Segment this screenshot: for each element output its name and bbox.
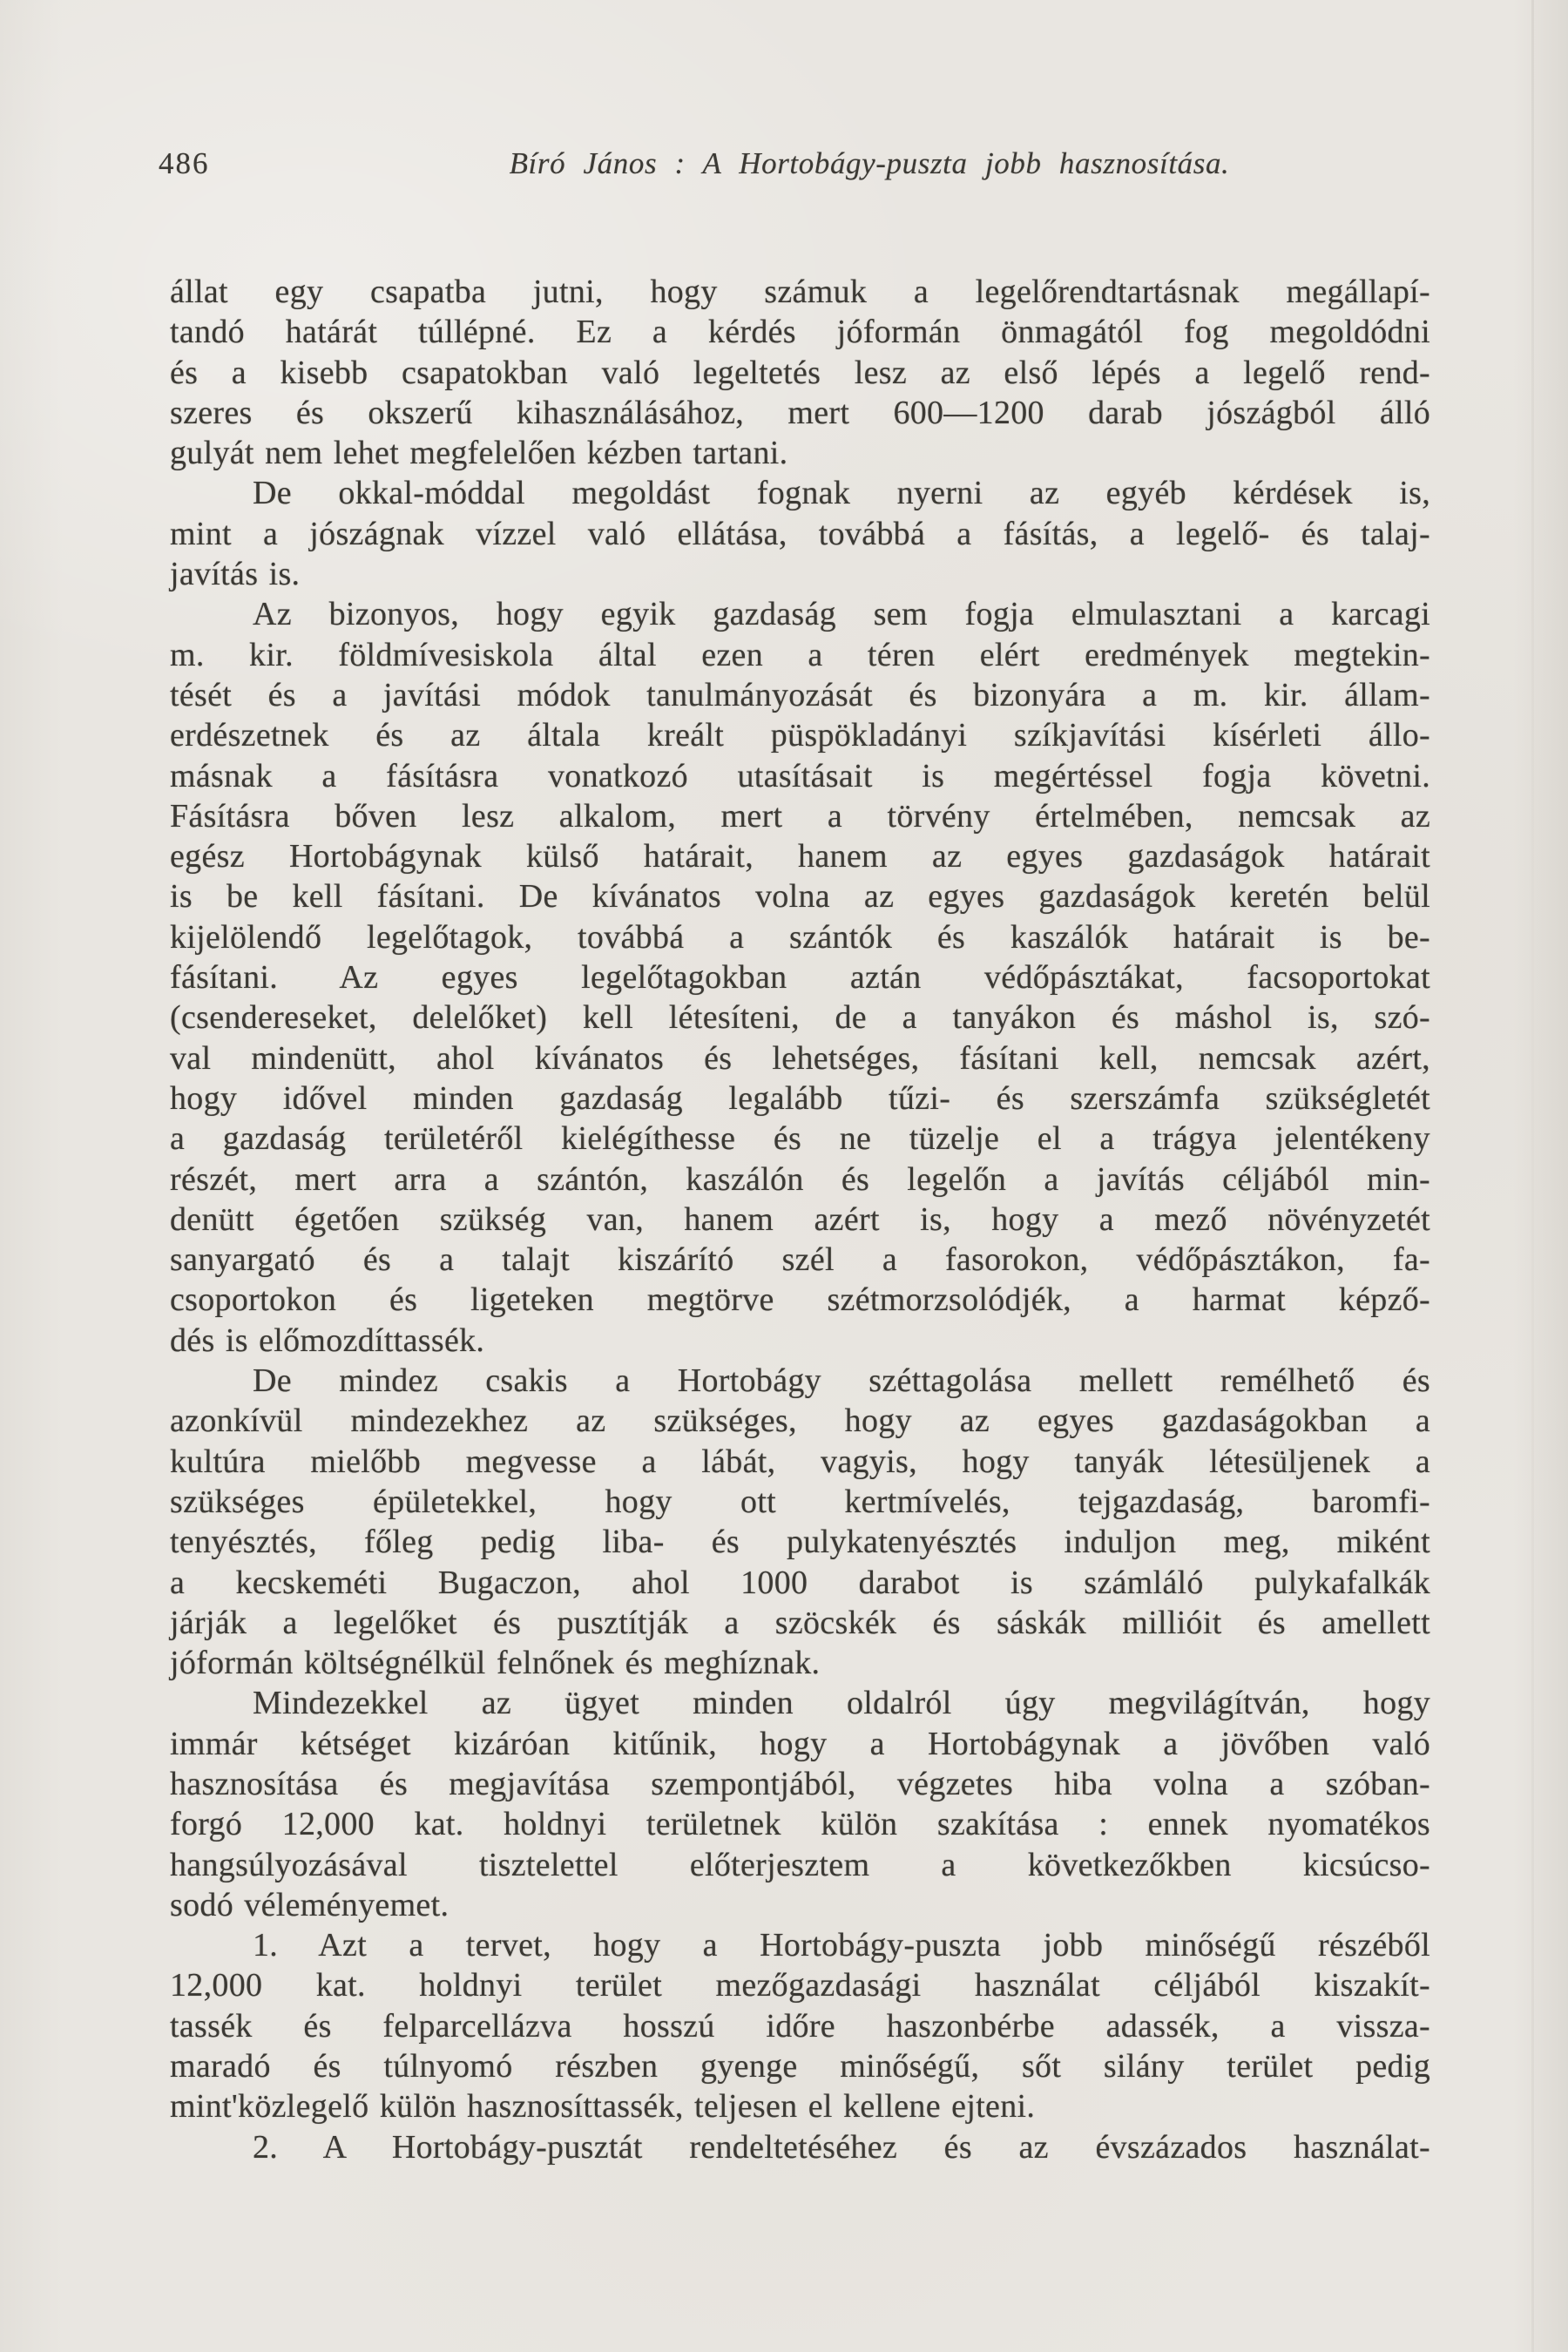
paragraph	[170, 1925, 1430, 2126]
text-line: kijelölendő legelőtagok, továbbá a szántók és kaszálók határait is be-	[170, 918, 1430, 956]
text-line: m. kir. földmívesiskola által ezen a téren elért eredmények megtekin-	[170, 636, 1430, 673]
text-line: dés is előmozdíttassék.	[170, 1321, 485, 1359]
running-header-title: Bíró János : A Hortobágy-puszta jobb hasznosítása.	[509, 146, 1230, 180]
text-line: csoportokon és ligeteken megtörve szétmorzsolódjék, a harmat képző-	[170, 1281, 1430, 1319]
running-header	[0, 0, 1568, 226]
text-line: maradó és túlnyomó részben gyenge minőségű, sőt silány terület pedig	[170, 2048, 1430, 2085]
text-line: tenyésztés, főleg pedig liba- és pulykatenyésztés induljon meg, miként	[170, 1524, 1430, 1561]
text-line: egész Hortobágynak külső határait, hanem az egyes gazdaságok határait	[170, 838, 1430, 875]
paragraph	[170, 1361, 1430, 1683]
text-line: hogy idővel minden gazdaság legalább tűzi- és szerszámfa szükségletét	[170, 1079, 1430, 1117]
text-line: gulyát nem lehet megfelelően kézben tartani.	[170, 435, 788, 472]
text-line: szükséges épületekkel, hogy ott kertmívelés, tejgazdaság, baromfi-	[170, 1483, 1430, 1520]
text-line: erdészetnek és az általa kreált püspökladányi szíkjavítási kísérleti állo-	[170, 717, 1430, 754]
page-number: 486	[159, 146, 210, 180]
text-line: immár kétséget kizáróan kitűnik, hogy a Hortobágynak a jövőben való	[170, 1725, 1430, 1762]
text-line: 2. A Hortobágy-pusztát rendeltetéséhez és az évszázados használat-	[253, 2128, 1430, 2166]
text-line: azonkívül mindezekhez az szükséges, hogy az egyes gazdaságokban a	[170, 1402, 1430, 1440]
text-line: sanyargató és a talajt kiszárító szél a fasorokon, védőpásztákon, fa-	[170, 1241, 1430, 1279]
text-line: másnak a fásításra vonatkozó utasításait is megértéssel fogja követni.	[170, 757, 1430, 794]
text-line: tandó határát túllépné. Ez a kérdés jóformán önmagától fog megoldódni	[170, 314, 1430, 351]
paragraph	[170, 594, 1430, 1361]
text-line: a gazdaság területéről kielégíthesse és ne tüzelje el a trágya jelentékeny	[170, 1120, 1430, 1158]
paragraph	[170, 2127, 1430, 2167]
page-body-text	[170, 272, 1430, 2167]
text-line: 12,000 kat. holdnyi terület mezőgazdasági használat céljából kiszakít-	[170, 1967, 1430, 2004]
text-line: állat egy csapatba jutni, hogy számuk a legelőrendtartásnak megállapí-	[170, 274, 1430, 310]
text-line: Fásításra bőven lesz alkalom, mert a törvény értelmében, nemcsak az	[170, 797, 1430, 835]
paragraph	[170, 1683, 1430, 1925]
text-line: mint a jószágnak vízzel való ellátása, továbbá a fásítás, a legelő- és talaj-	[170, 515, 1430, 552]
text-line: és a kisebb csapatokban való legeltetés lesz az első lépés a legelő rend-	[170, 354, 1430, 391]
text-line: Az bizonyos, hogy egyik gazdaság sem fogja elmulasztani a karcagi	[253, 596, 1430, 633]
text-line: fásítani. Az egyes legelőtagokban aztán védőpásztákat, facsoportokat	[170, 959, 1430, 997]
text-line: tését és a javítási módok tanulmányozását és bizonyára a m. kir. állam-	[170, 676, 1430, 713]
text-line: mint'közlegelő külön hasznosíttassék, teljesen el kellene ejteni.	[170, 2088, 1036, 2126]
text-line: a kecskeméti Bugaczon, ahol 1000 darabot is számláló pulykafalkák	[170, 1564, 1430, 1601]
text-line: kultúra mielőbb megvesse a lábát, vagyis, hogy tanyák létesüljenek a	[170, 1443, 1430, 1480]
text-line: De mindez csakis a Hortobágy széttagolása mellett remélhető és	[253, 1362, 1430, 1400]
text-line: De okkal-móddal megoldást fognak nyerni az egyéb kérdések is,	[253, 475, 1430, 512]
text-line: (csendereseket, delelőket) kell létesíteni, de a tanyákon és máshol is, szó-	[170, 999, 1430, 1037]
text-line: jóformán költségnélkül felnőnek és meghíznak.	[170, 1645, 821, 1682]
paragraph	[170, 272, 1430, 473]
text-line: sodó véleményemet.	[170, 1886, 449, 1923]
text-line: javítás is.	[170, 556, 301, 593]
paragraph	[170, 473, 1430, 594]
text-line: is be kell fásítani. De kívánatos volna az egyes gazdaságok keretén belül	[170, 878, 1430, 916]
text-line: szeres és okszerű kihasználásához, mert 600—1200 darab jószágból álló	[170, 394, 1430, 431]
text-line: hasznosítása és megjavítása szempontjából, végzetes hiba volna a szóban-	[170, 1765, 1430, 1802]
text-line: denütt égetően szükség van, hanem azért is, hogy a mező növényzetét	[170, 1200, 1430, 1238]
text-line: forgó 12,000 kat. holdnyi területnek külön szakítása : ennek nyomatékos	[170, 1806, 1430, 1843]
text-line: Mindezekkel az ügyet minden oldalról úgy megvilágítván, hogy	[253, 1685, 1430, 1722]
text-line: val mindenütt, ahol kívánatos és lehetséges, fásítani kell, nemcsak azért,	[170, 1039, 1430, 1077]
text-line: hangsúlyozásával tisztelettel előterjesztem a következőkben kicsúcso-	[170, 1846, 1430, 1883]
text-line: részét, mert arra a szántón, kaszálón és legelőn a javítás céljából min-	[170, 1160, 1430, 1198]
text-line: tassék és felparcellázva hosszú időre haszonbérbe adassék, a vissza-	[170, 2007, 1430, 2044]
text-line: járják a legelőket és pusztítják a szöcskék és sáskák millióit és amellett	[170, 1604, 1430, 1641]
text-line: 1. Azt a tervet, hogy a Hortobágy-puszta jobb minőségű részéből	[253, 1927, 1430, 1964]
